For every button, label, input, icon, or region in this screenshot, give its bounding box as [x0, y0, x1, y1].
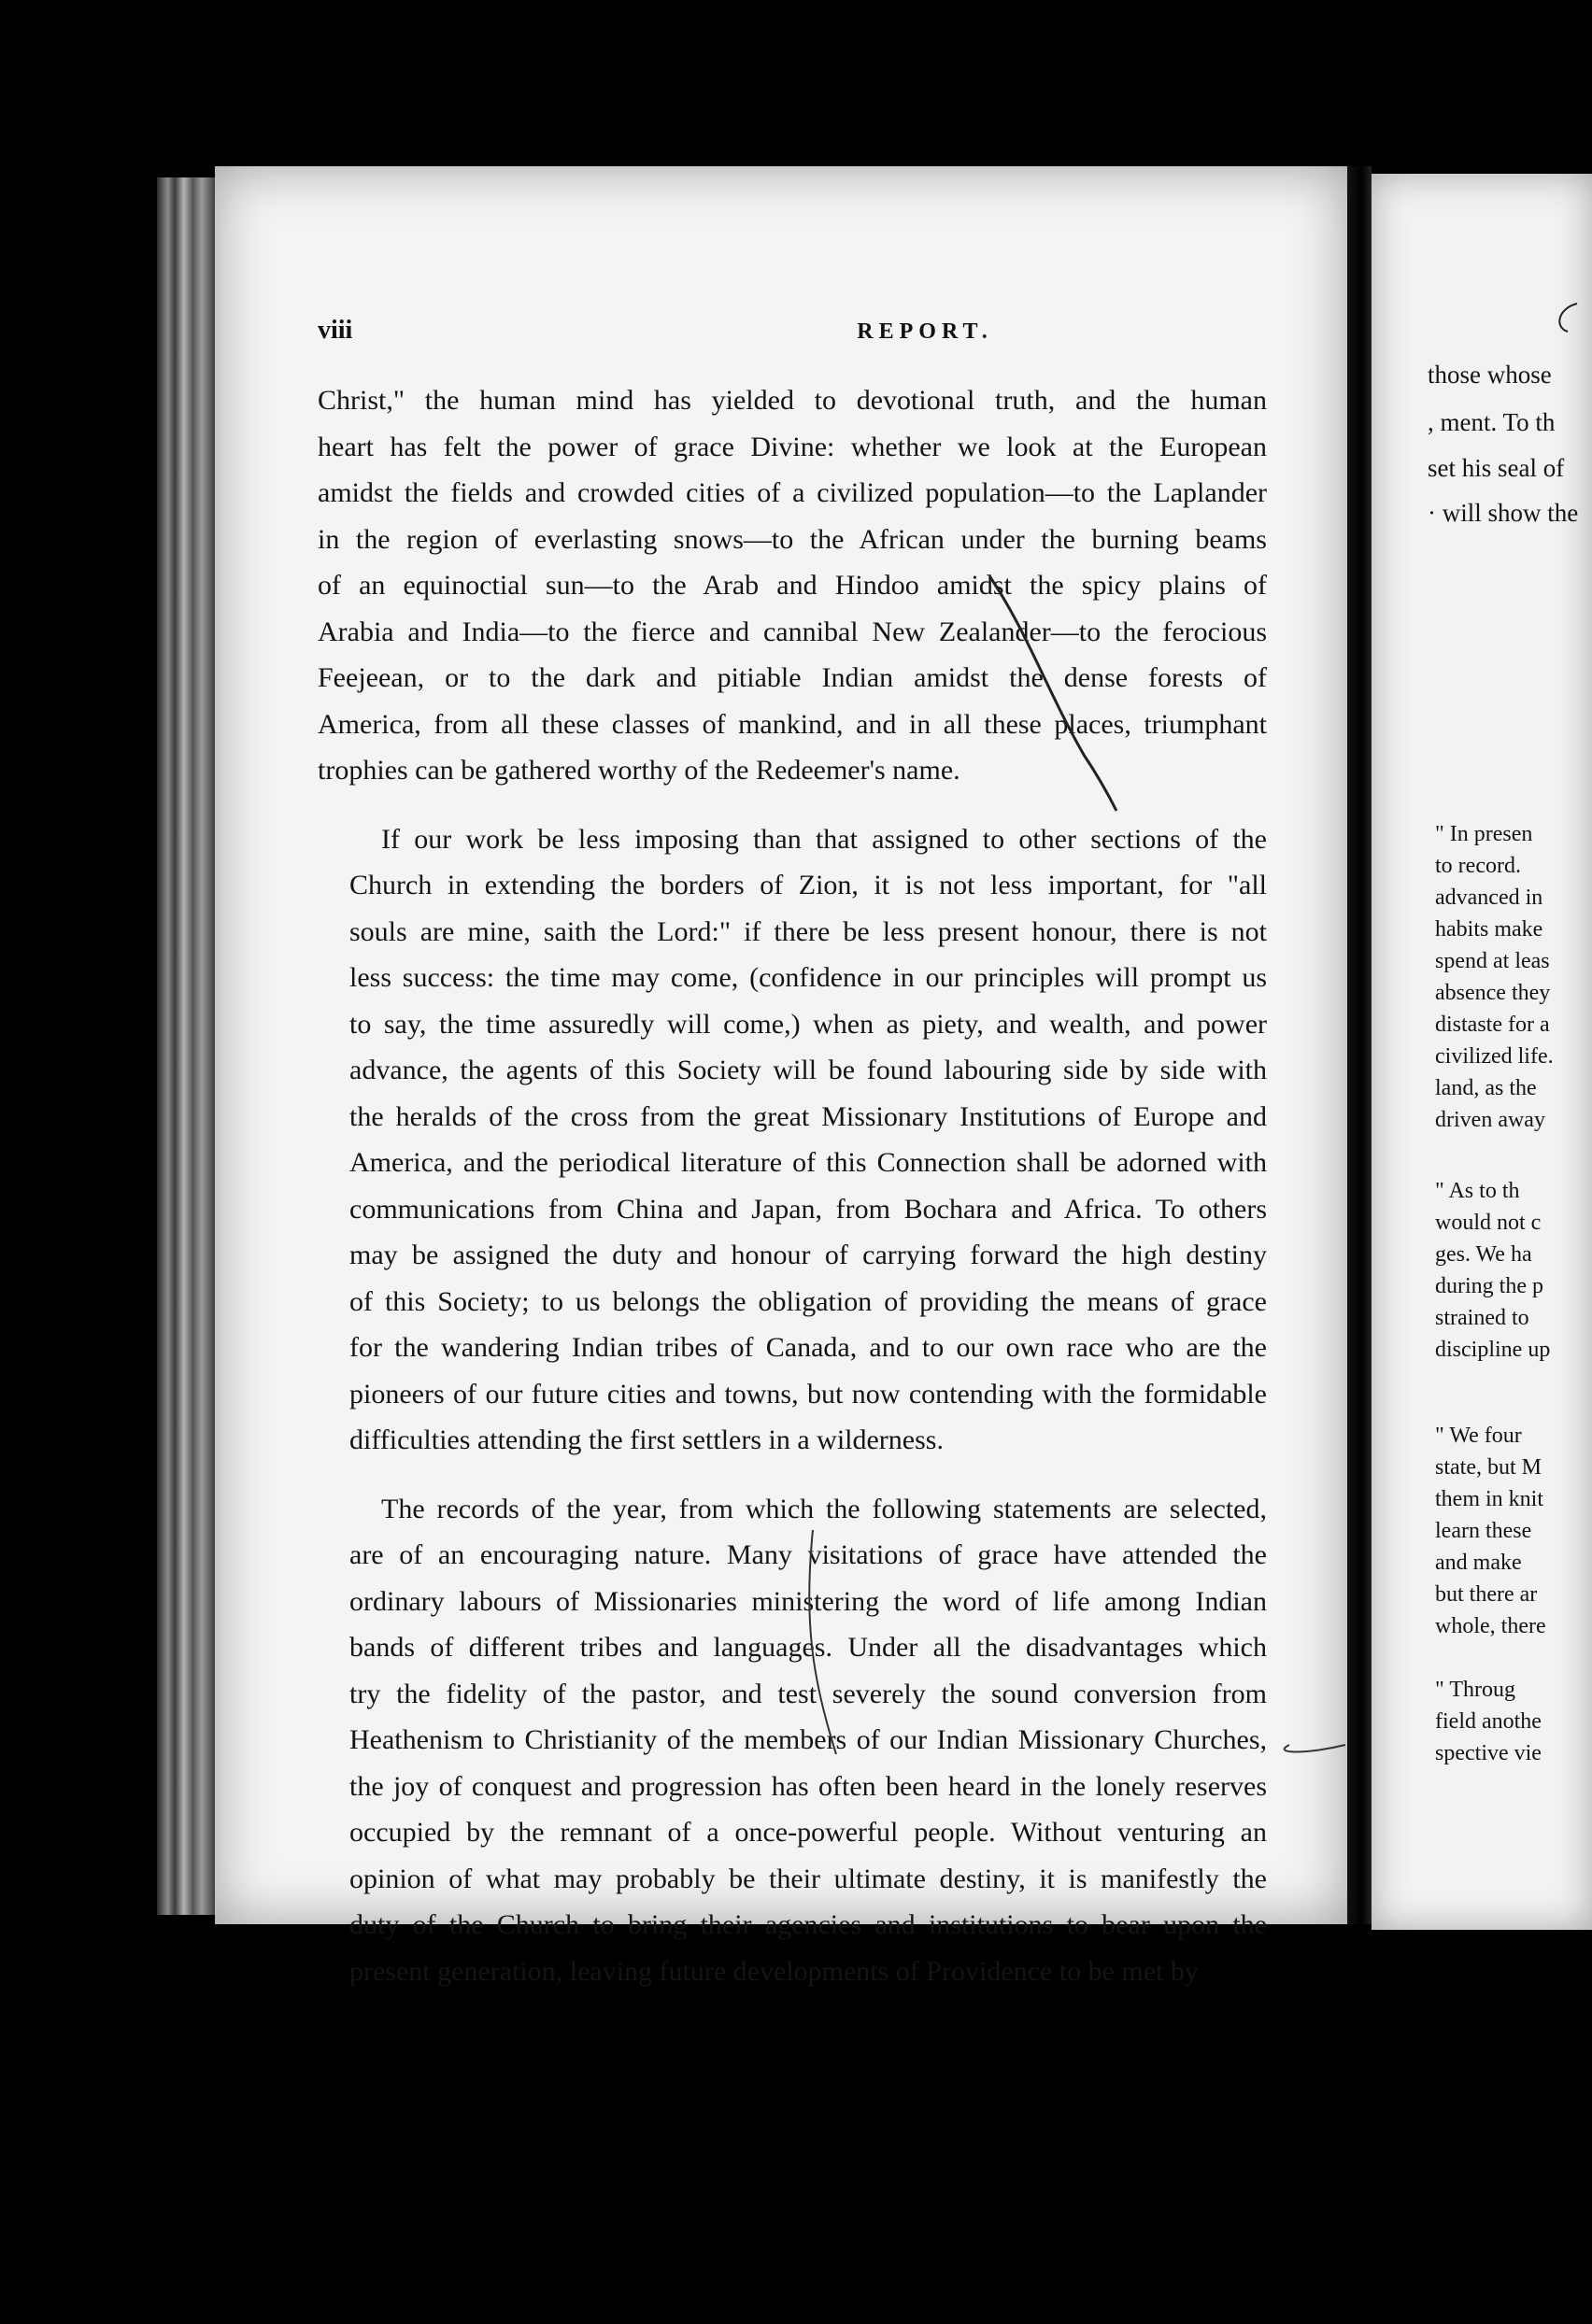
- right-page-text-line: habits make: [1435, 917, 1543, 942]
- right-page-text-line: those whose: [1428, 361, 1552, 389]
- right-page-text-line: civilized life.: [1435, 1044, 1554, 1069]
- right-page-text-line: " As to th: [1435, 1179, 1520, 1203]
- text-line: bands of different tribes and languages. Under all the disadvantages which: [349, 1632, 1267, 1663]
- text-line: present generation, leaving future developments of Providence to be met by: [349, 1955, 1199, 1987]
- text-line: Arabia and India—to the fierce and cannibal New Zealander—to the ferocious: [318, 616, 1267, 647]
- text-line: may be assigned the duty and honour of carrying forward the high destiny: [349, 1240, 1267, 1270]
- text-line: Feejeean, or to the dark and pitiable Indian amidst the dense forests of: [318, 662, 1267, 693]
- text-line: amidst the fields and crowded cities of a civilized population—to the Laplander: [318, 477, 1267, 508]
- text-line: Church in extending the borders of Zion, it is not less important, for "all: [349, 870, 1267, 900]
- book-binding: [157, 177, 217, 1915]
- right-page-text-line: would not c: [1435, 1211, 1542, 1235]
- text-line: communications from China and Japan, from Bochara and Africa. To others: [349, 1193, 1267, 1225]
- right-page-text-line: · will show the: [1428, 499, 1579, 527]
- text-line: the heralds of the cross from the great Missionary Institutions of Europe and: [349, 1100, 1267, 1132]
- page-number: viii: [318, 316, 353, 345]
- right-page-text-line: discipline up: [1435, 1338, 1551, 1362]
- right-page-text-line: learn these: [1435, 1519, 1532, 1543]
- page-gutter: [1347, 166, 1372, 1924]
- text-line: Christ," the human mind has yielded to devotional truth, and the human: [318, 385, 1267, 416]
- text-line: Heathenism to Christianity of the members of our Indian Missionary Churches,: [349, 1724, 1267, 1755]
- right-page-text-line: them in knit: [1435, 1487, 1543, 1511]
- right-page-text-line: land, as the: [1435, 1076, 1537, 1100]
- text-line: of an equinoctial sun—to the Arab and Hindoo amidst the spicy plains of: [318, 570, 1267, 601]
- right-page-text-line: advanced in: [1435, 886, 1543, 910]
- text-line: occupied by the remnant of a once-powerful people. Without venturing an: [349, 1817, 1267, 1848]
- text-line: of this Society; to us belongs the obligation of providing the means of grace: [349, 1285, 1267, 1317]
- right-page-text-line: spend at leas: [1435, 949, 1550, 973]
- right-page-text-line: during the p: [1435, 1274, 1543, 1298]
- right-page-text-line: state, but M: [1435, 1455, 1542, 1480]
- text-line: trophies can be gathered worthy of the Redeemer's name.: [318, 755, 960, 786]
- text-line: souls are mine, saith the Lord:" if there be less present honour, there is not: [349, 915, 1267, 947]
- text-line: America, from all these classes of mankind, and in all these places, triumphant: [318, 708, 1267, 740]
- right-page-text-line: absence they: [1435, 981, 1551, 1005]
- right-page-text-line: to record.: [1435, 854, 1521, 878]
- text-line: difficulties attending the first settlers in a wilderness.: [349, 1424, 944, 1455]
- text-line: to say, the time assuredly will come,) when as piety, and wealth, and power: [349, 1008, 1267, 1040]
- right-page-text-line: , ment. To th: [1428, 408, 1556, 436]
- paragraph: [318, 816, 1267, 1464]
- right-page-text-line: strained to: [1435, 1306, 1529, 1330]
- right-page-text-line: " In presen: [1435, 822, 1533, 846]
- text-line: ordinary labours of Missionaries ministering the word of life among Indian: [349, 1585, 1267, 1617]
- text-line: opinion of what may probably be their ultimate destiny, it is manifestly the: [349, 1863, 1267, 1894]
- text-line: If our work be less imposing than that assigned to other sections of the: [381, 823, 1267, 855]
- text-line: duty of the Church to bring their agencies and institutions to bear upon the: [349, 1909, 1267, 1940]
- text-line: the joy of conquest and progression has often been heard in the lonely reserves: [349, 1770, 1267, 1802]
- right-page-text-line: " We four: [1435, 1424, 1522, 1448]
- right-page-text-line: but there ar: [1435, 1582, 1538, 1607]
- left-page: [215, 166, 1347, 1987]
- right-page-text-line: set his seal of: [1428, 454, 1565, 482]
- body-text: [318, 377, 1267, 2017]
- running-title: REPORT.: [857, 319, 993, 344]
- text-line: in the region of everlasting snows—to the African under the burning beams: [318, 523, 1267, 555]
- right-page-text-line: whole, there: [1435, 1614, 1546, 1638]
- right-page-text-line: ges. We ha: [1435, 1242, 1532, 1267]
- right-page: [1372, 174, 1592, 1930]
- right-page-text-line: spective vie: [1435, 1741, 1542, 1765]
- paragraph: [318, 377, 1267, 794]
- right-page-text-line: and make: [1435, 1551, 1522, 1575]
- right-page-text-line: distaste for a: [1435, 1013, 1550, 1037]
- text-line: heart has felt the power of grace Divine: whether we look at the European: [318, 431, 1267, 462]
- text-line: advance, the agents of this Society will be found labouring side by side with: [349, 1055, 1267, 1085]
- text-line: for the wandering Indian tribes of Canada, and to our own race who are the: [349, 1332, 1267, 1363]
- page-header: [318, 316, 1310, 353]
- handwritten-swash-icon: [1549, 299, 1586, 336]
- right-page-text-line: driven away: [1435, 1108, 1545, 1132]
- right-page-text-line: field anothe: [1435, 1709, 1542, 1734]
- text-line: America, and the periodical literature of this Connection shall be adorned with: [349, 1147, 1267, 1178]
- paragraph: [318, 1486, 1267, 1995]
- text-line: pioneers of our future cities and towns, but now contending with the formidable: [349, 1378, 1267, 1410]
- text-line: try the fidelity of the pastor, and test severely the sound conversion from: [349, 1678, 1267, 1709]
- right-page-text-line: " Throug: [1435, 1678, 1516, 1702]
- text-line: less success: the time may come, (confidence in our principles will prompt us: [349, 962, 1267, 993]
- text-line: The records of the year, from which the following statements are selected,: [381, 1493, 1267, 1524]
- text-line: are of an encouraging nature. Many visitations of grace have attended the: [349, 1539, 1267, 1570]
